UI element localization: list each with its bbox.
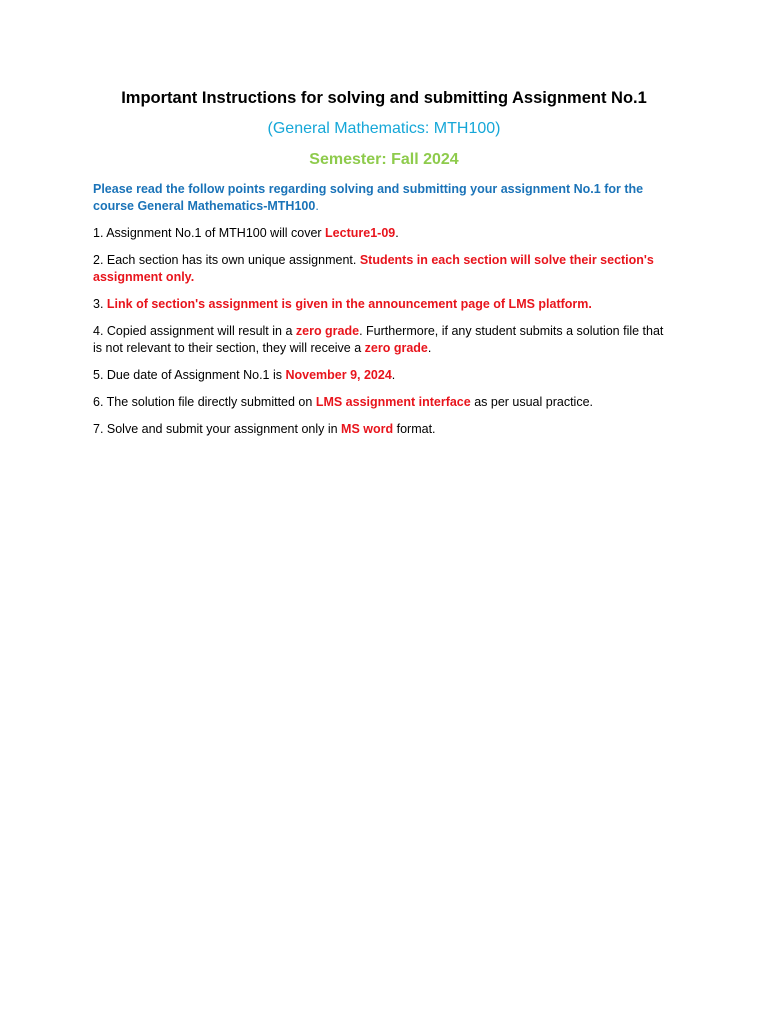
item-text: 6. The solution file directly submitted on — [93, 395, 316, 409]
intro-paragraph — [93, 181, 675, 215]
document-title: Important Instructions for solving and submitting Assignment No.1 — [121, 89, 647, 107]
item-text: 5. Due date of Assignment No.1 is — [93, 368, 286, 382]
item-text: 7. Solve and submit your assignment only in — [93, 422, 342, 436]
instruction-item-7 — [93, 421, 675, 438]
item-text-end: . — [427, 341, 432, 355]
instruction-item-2 — [93, 252, 675, 286]
item-highlight-2: zero grade — [364, 341, 428, 355]
item-text: 3. — [93, 297, 107, 311]
instruction-item-4 — [93, 323, 675, 357]
document-content — [93, 88, 675, 448]
item-highlight: LMS assignment interface — [315, 395, 471, 409]
item-text-end: as per usual practice. — [470, 395, 594, 409]
intro-period: . — [315, 199, 319, 213]
item-text: 2. Each section has its own unique assignment. — [93, 253, 360, 267]
instruction-item-3 — [93, 296, 675, 313]
instruction-item-1 — [93, 225, 675, 242]
item-text: 1. Assignment No.1 of MTH100 will cover — [93, 226, 326, 240]
semester-subtitle: Semester: Fall 2024 — [309, 151, 459, 168]
item-text-end: format. — [393, 422, 436, 436]
item-text-middle: . Furthermore, if any student submits a solution file that is not relevant to their section, they will receive a — [93, 324, 664, 355]
course-subtitle: (General Mathematics: MTH100) — [267, 120, 501, 137]
item-highlight: Lecture1-09 — [325, 226, 396, 240]
item-text-end: . — [391, 368, 396, 382]
item-highlight: Students in each section will solve their section's assignment only. — [93, 253, 654, 284]
intro-text: Please read the follow points regarding solving and submitting your assignment No.1 for the course General Mathematics-MTH100 — [93, 182, 644, 213]
item-highlight: Link of section's assignment is given in the announcement page of LMS platform. — [106, 297, 592, 311]
instruction-item-6 — [93, 394, 675, 411]
item-highlight: zero grade — [295, 324, 360, 338]
item-text-end: . — [395, 226, 399, 240]
instruction-item-5 — [93, 367, 675, 384]
item-highlight: MS word — [341, 422, 394, 436]
item-highlight: November 9, 2024 — [285, 368, 392, 382]
item-text: 4. Copied assignment will result in a — [93, 324, 296, 338]
